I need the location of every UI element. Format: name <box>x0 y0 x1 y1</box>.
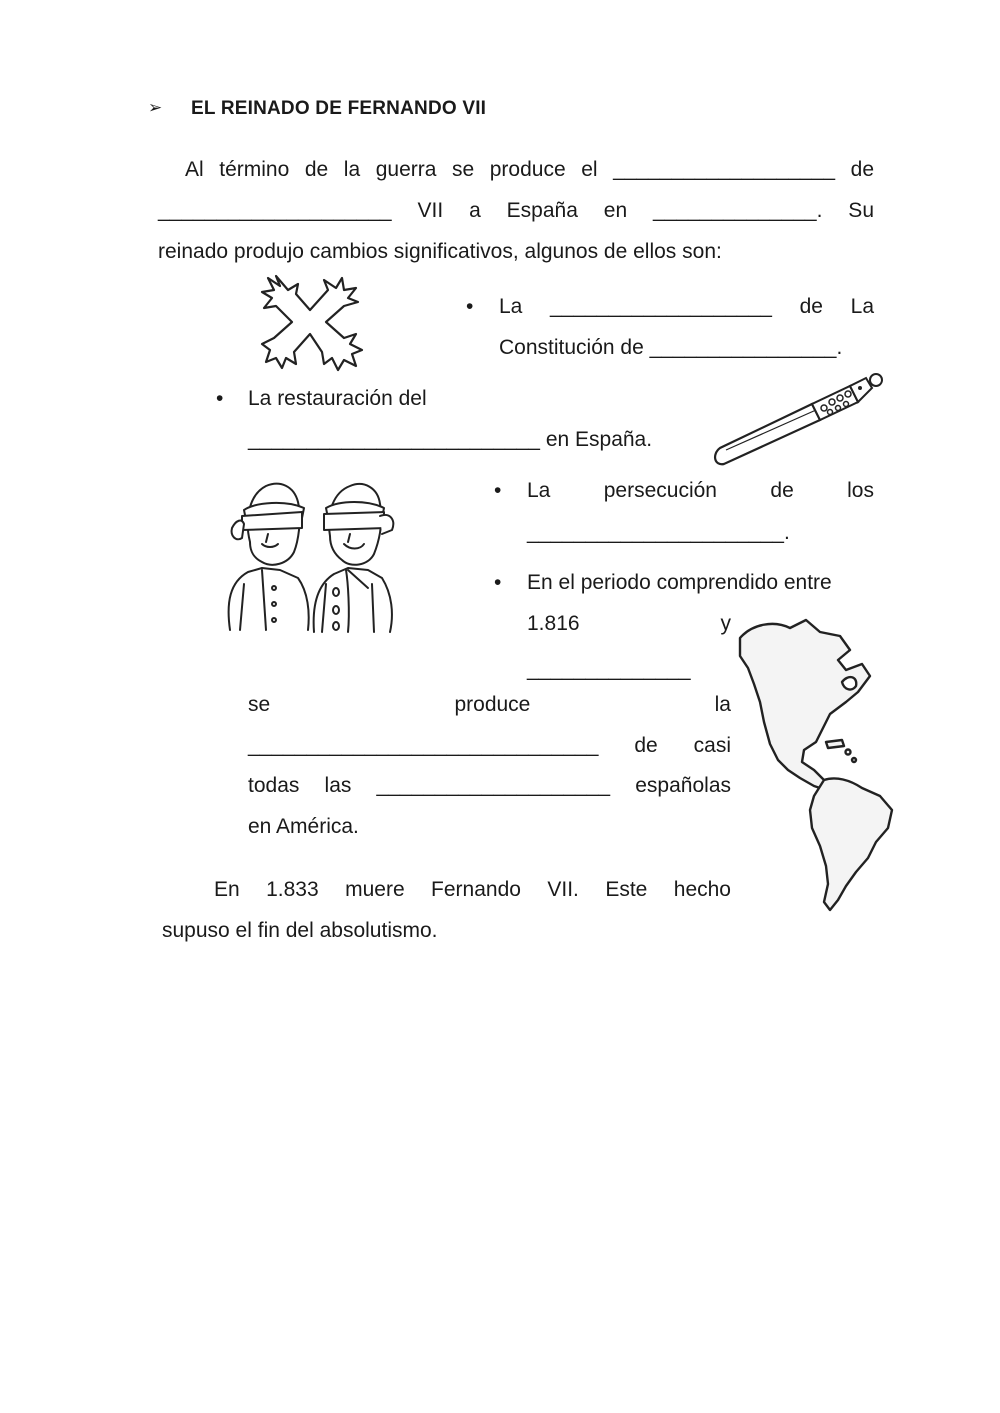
bullet-marker-3: • <box>494 479 502 502</box>
bullet-marker-2: • <box>216 387 224 410</box>
closing-line-2: supuso el fin del absolutismo. <box>162 919 438 942</box>
intro-line-3: reinado produjo cambios significativos, algunos de ellos son: <box>158 240 722 263</box>
scepter-icon <box>708 368 888 470</box>
heading-title: EL REINADO DE FERNANDO VII <box>191 98 487 119</box>
prisoners-illustration <box>222 472 402 642</box>
bullet-2-line-2: _________________________ en España. <box>248 428 653 451</box>
bullet-4-line-5: ______________________________ de casi <box>248 734 731 757</box>
intro-line-2: ____________________ VII a España en ______________. Su <box>158 199 874 222</box>
bullet-1-line-1: La ___________________ de La <box>499 295 874 318</box>
bullet-4-line-6: todas las ____________________ españolas <box>248 774 731 797</box>
bullet-marker-1: • <box>466 295 474 318</box>
bullet-4-line-1: En el periodo comprendido entre <box>527 571 832 594</box>
bullet-marker-4: • <box>494 571 502 594</box>
arrow-bullet-icon: ➢ <box>148 98 163 117</box>
cross-icon <box>258 272 368 372</box>
bullet-4-line-4: se produce la <box>248 693 731 716</box>
cross-illustration <box>258 272 368 372</box>
scepter-illustration <box>708 368 888 470</box>
intro-line-1: Al término de la guerra se produce el ___________________ de <box>185 158 874 181</box>
closing-line-1: En 1.833 muere Fernando VII. Este hecho <box>214 878 731 901</box>
bullet-3-line-2: ______________________. <box>527 521 790 544</box>
bullet-4-line-7: en América. <box>248 815 359 838</box>
bullet-3-line-1: La persecución de los <box>527 479 874 502</box>
bullet-2-line-1: La restauración del <box>248 387 427 410</box>
section-heading <box>148 96 648 126</box>
americas-map-illustration <box>730 610 900 920</box>
blindfolded-men-icon <box>222 472 402 642</box>
bullet-1-line-2: Constitución de ________________. <box>499 336 843 359</box>
americas-map-icon <box>730 610 900 920</box>
bullet-4-line-3: ______________ <box>527 658 691 681</box>
bullet-4-line-2: 1.816 y <box>527 612 731 635</box>
